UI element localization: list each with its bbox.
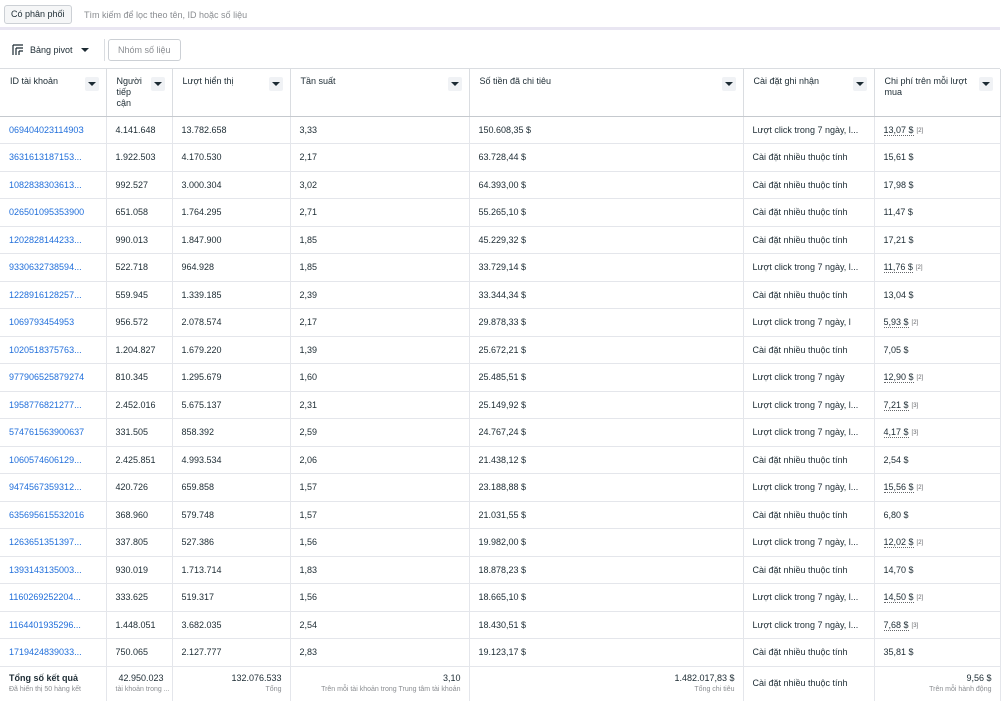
frequency-cell: 2,83 <box>290 639 469 667</box>
spend-cell: 64.393,00 $ <box>469 171 743 199</box>
spend-cell: 55.265,10 $ <box>469 199 743 227</box>
toolbar-divider <box>104 39 105 61</box>
account-id-link[interactable]: 635695615532016 <box>0 501 106 529</box>
reach-cell: 368.960 <box>106 501 172 529</box>
cost-per-purchase-cell[interactable] <box>874 529 1000 557</box>
spend-cell: 24.767,24 $ <box>469 419 743 447</box>
table-row[interactable] <box>0 556 1000 584</box>
data-table <box>0 69 1001 701</box>
cost-per-purchase-value: 17,98 $ <box>883 179 914 190</box>
cost-per-purchase-cell <box>874 199 1000 227</box>
impressions-cell: 3.000.304 <box>172 171 290 199</box>
reach-cell: 810.345 <box>106 364 172 392</box>
attribution-cell: Lượt click trong 7 ngày, l... <box>743 419 874 447</box>
cost-per-purchase-value: 2,54 $ <box>883 454 909 465</box>
frequency-cell: 1,56 <box>290 529 469 557</box>
reach-cell: 420.726 <box>106 474 172 502</box>
group-metrics-button[interactable]: Nhóm số liệu <box>108 39 181 61</box>
cost-per-purchase-value: 11,76 $ <box>883 262 913 273</box>
cost-per-purchase-cell <box>874 556 1000 584</box>
spend-cell: 63.728,44 $ <box>469 144 743 172</box>
totals-attribution-cell: Cài đặt nhiều thuộc tính <box>743 666 874 701</box>
cost-per-purchase-value: 35,81 $ <box>883 647 914 658</box>
impressions-cell: 1.679.220 <box>172 336 290 364</box>
pivot-table-button[interactable] <box>6 39 102 61</box>
impressions-cell: 1.847.900 <box>172 226 290 254</box>
attribution-cell: Lượt click trong 7 ngày, l... <box>743 611 874 639</box>
cost-per-purchase-value: 12,02 $ <box>883 537 914 548</box>
delivery-filter-chip[interactable]: Có phân phối <box>4 5 72 24</box>
footnote-marker: [2] <box>916 540 924 547</box>
totals-impressions-cell: 132.076.533 Tổng <box>172 666 290 701</box>
frequency-cell: 3,02 <box>290 171 469 199</box>
spend-cell: 18.878,23 $ <box>469 556 743 584</box>
account-id-link[interactable]: 1082838303613... <box>0 171 106 199</box>
frequency-cell: 1,85 <box>290 226 469 254</box>
attribution-cell: Cài đặt nhiều thuộc tính <box>743 171 874 199</box>
account-id-link[interactable]: 977906525879274 <box>0 364 106 392</box>
account-id-link[interactable]: 06940402311490З <box>0 116 106 144</box>
account-id-link[interactable]: 1069793454953 <box>0 309 106 337</box>
spend-cell: 45.229,32 $ <box>469 226 743 254</box>
reach-cell: 559.945 <box>106 281 172 309</box>
impressions-cell: 1.764.295 <box>172 199 290 227</box>
attribution-cell: Cài đặt nhiều thuộc tính <box>743 144 874 172</box>
table-row[interactable] <box>0 419 1000 447</box>
frequency-cell: 2,39 <box>290 281 469 309</box>
attribution-cell: Cài đặt nhiều thuộc tính <box>743 336 874 364</box>
impressions-cell: 4.993.534 <box>172 446 290 474</box>
impressions-cell: 3.682.035 <box>172 611 290 639</box>
chevron-down-icon <box>81 48 89 52</box>
reach-cell: 930.019 <box>106 556 172 584</box>
account-id-link[interactable]: 1263651351397... <box>0 529 106 557</box>
spend-cell: 33.729,14 $ <box>469 254 743 282</box>
footnote-marker: [2] <box>916 127 924 134</box>
pivot-label: Bảng pivot <box>30 45 73 55</box>
attribution-cell: Lượt click trong 7 ngày, l... <box>743 391 874 419</box>
table-row[interactable] <box>0 446 1000 474</box>
column-header-frequency[interactable]: Tần suất <box>290 69 469 116</box>
cost-per-purchase-value: 4,17 $ <box>883 427 909 438</box>
table-row[interactable] <box>0 584 1000 612</box>
reach-cell: 1.922.503 <box>106 144 172 172</box>
cost-per-purchase-value: 14,70 $ <box>883 564 914 575</box>
footnote-marker: [3] <box>911 430 919 437</box>
impressions-cell: 519.317 <box>172 584 290 612</box>
reach-cell: 2.452.016 <box>106 391 172 419</box>
frequency-cell: 2,59 <box>290 419 469 447</box>
footnote-marker: [2] <box>911 320 919 327</box>
reach-cell: 337.805 <box>106 529 172 557</box>
frequency-cell: 1,60 <box>290 364 469 392</box>
column-header-attribution[interactable]: Cài đặt ghi nhận <box>743 69 874 116</box>
table-body <box>0 116 1000 666</box>
reach-cell: 956.572 <box>106 309 172 337</box>
impressions-cell: 2.127.777 <box>172 639 290 667</box>
sort-chevron-icon[interactable] <box>85 77 99 91</box>
search-input[interactable] <box>84 6 384 23</box>
sort-chevron-icon[interactable] <box>269 77 283 91</box>
table-row[interactable] <box>0 501 1000 529</box>
pivot-icon <box>12 44 24 56</box>
reach-cell: 4.141.648 <box>106 116 172 144</box>
reach-cell: 1.204.827 <box>106 336 172 364</box>
frequency-cell: 2,54 <box>290 611 469 639</box>
cost-per-purchase-cell <box>874 446 1000 474</box>
footnote-marker: [2] <box>916 595 924 602</box>
footnote-marker: [2] <box>916 485 924 492</box>
totals-reach-cell: 42.950.023 tài khoản trong ... <box>106 666 172 701</box>
frequency-cell: 2,17 <box>290 144 469 172</box>
attribution-cell: Lượt click trong 7 ngày, l... <box>743 584 874 612</box>
attribution-cell: Lượt click trong 7 ngày, l <box>743 309 874 337</box>
attribution-cell: Cài đặt nhiều thuộc tính <box>743 556 874 584</box>
cost-per-purchase-value: 14,50 $ <box>883 592 914 603</box>
cost-per-purchase-cell[interactable] <box>874 391 1000 419</box>
impressions-cell: 13.782.658 <box>172 116 290 144</box>
attribution-cell: Cài đặt nhiều thuộc tính <box>743 639 874 667</box>
cost-per-purchase-cell <box>874 501 1000 529</box>
account-id-link[interactable]: 1958776821277... <box>0 391 106 419</box>
cost-per-purchase-cell[interactable] <box>874 254 1000 282</box>
impressions-cell: 527.386 <box>172 529 290 557</box>
table-row[interactable] <box>0 474 1000 502</box>
impressions-cell: 4.170.530 <box>172 144 290 172</box>
attribution-cell: Cài đặt nhiều thuộc tính <box>743 226 874 254</box>
table-row[interactable] <box>0 171 1000 199</box>
table-row[interactable] <box>0 391 1000 419</box>
table-row[interactable] <box>0 116 1000 144</box>
filter-bar <box>0 0 1000 30</box>
spend-cell: 150.608,35 $ <box>469 116 743 144</box>
table-row[interactable] <box>0 281 1000 309</box>
account-id-link[interactable]: 026501095353900 <box>0 199 106 227</box>
impressions-cell: 579.748 <box>172 501 290 529</box>
cost-per-purchase-value: 6,80 $ <box>883 509 909 520</box>
table-row[interactable] <box>0 364 1000 392</box>
frequency-cell: 1,57 <box>290 474 469 502</box>
attribution-cell: Lượt click trong 7 ngày, l... <box>743 529 874 557</box>
impressions-cell: 964.928 <box>172 254 290 282</box>
frequency-cell: 2,06 <box>290 446 469 474</box>
reach-cell: 990.013 <box>106 226 172 254</box>
cost-per-purchase-cell <box>874 144 1000 172</box>
reach-cell: 2.425.851 <box>106 446 172 474</box>
impressions-cell: 5.675.137 <box>172 391 290 419</box>
attribution-cell: Cài đặt nhiều thuộc tính <box>743 199 874 227</box>
table-row[interactable] <box>0 529 1000 557</box>
reach-cell: 522.718 <box>106 254 172 282</box>
spend-cell: 19.982,00 $ <box>469 529 743 557</box>
table-row[interactable] <box>0 254 1000 282</box>
cost-per-purchase-value: 7,68 $ <box>883 619 909 630</box>
cost-per-purchase-cell[interactable] <box>874 611 1000 639</box>
spend-cell: 18.665,10 $ <box>469 584 743 612</box>
table-row[interactable] <box>0 226 1000 254</box>
frequency-cell: 1,56 <box>290 584 469 612</box>
footnote-marker: [3] <box>911 622 919 629</box>
account-id-link[interactable]: 1020518375763... <box>0 336 106 364</box>
sort-chevron-icon[interactable] <box>151 77 165 91</box>
frequency-cell: 1,83 <box>290 556 469 584</box>
cost-per-purchase-cell <box>874 226 1000 254</box>
attribution-cell: Lượt click trong 7 ngày, l... <box>743 474 874 502</box>
account-id-link[interactable]: 1164401935296... <box>0 611 106 639</box>
account-id-link[interactable]: 9474567359312... <box>0 474 106 502</box>
attribution-cell: Lượt click trong 7 ngày, l... <box>743 254 874 282</box>
cost-per-purchase-cell[interactable] <box>874 364 1000 392</box>
spend-cell: 29.878,33 $ <box>469 309 743 337</box>
spend-cell: 33.344,34 $ <box>469 281 743 309</box>
spend-cell: 23.188,88 $ <box>469 474 743 502</box>
cost-per-purchase-cell[interactable] <box>874 309 1000 337</box>
account-id-link[interactable]: 574761563900637 <box>0 419 106 447</box>
sort-chevron-icon[interactable] <box>448 77 462 91</box>
cost-per-purchase-value: 13,07 $ <box>883 124 914 135</box>
cost-per-purchase-value: 5,93 $ <box>883 317 909 328</box>
frequency-cell: 1,57 <box>290 501 469 529</box>
reach-cell: 651.058 <box>106 199 172 227</box>
table-row[interactable] <box>0 336 1000 364</box>
toolbar <box>0 33 1000 69</box>
impressions-cell: 2.078.574 <box>172 309 290 337</box>
cost-per-purchase-value: 12,90 $ <box>883 372 914 383</box>
column-header-impressions[interactable]: Lượt hiển thị <box>172 69 290 116</box>
cost-per-purchase-value: 7,05 $ <box>883 344 909 355</box>
cost-per-purchase-value: 13,04 $ <box>883 289 914 300</box>
table-row[interactable] <box>0 611 1000 639</box>
table-row[interactable] <box>0 199 1000 227</box>
cost-per-purchase-cell <box>874 281 1000 309</box>
attribution-cell: Cài đặt nhiều thuộc tính <box>743 501 874 529</box>
impressions-cell: 858.392 <box>172 419 290 447</box>
spend-cell: 18.430,51 $ <box>469 611 743 639</box>
cost-per-purchase-cell[interactable] <box>874 474 1000 502</box>
account-id-link[interactable]: 1060574606129... <box>0 446 106 474</box>
reach-cell: 1.448.051 <box>106 611 172 639</box>
account-id-link[interactable]: 3631613187153... <box>0 144 106 172</box>
frequency-cell: 1,85 <box>290 254 469 282</box>
column-header-account-id[interactable]: ID tài khoản <box>0 69 106 116</box>
impressions-cell: 1.339.185 <box>172 281 290 309</box>
account-id-link[interactable]: 1160269252204... <box>0 584 106 612</box>
totals-frequency-cell: 3,10 Trên mỗi tài khoản trong Trung tâm tài khoản <box>290 666 469 701</box>
column-header-amount-spent[interactable]: Số tiền đã chi tiêu <box>469 69 743 116</box>
frequency-cell: 2,31 <box>290 391 469 419</box>
spend-cell: 21.031,55 $ <box>469 501 743 529</box>
account-id-link[interactable]: 1719424839033... <box>0 639 106 667</box>
footnote-marker: [3] <box>911 402 919 409</box>
column-header-cost-per-purchase[interactable]: Chi phí trên mỗi lượt mua <box>874 69 1000 116</box>
attribution-cell: Cài đặt nhiều thuộc tính <box>743 446 874 474</box>
sort-chevron-icon[interactable] <box>853 77 867 91</box>
spend-cell: 25.149,92 $ <box>469 391 743 419</box>
header-row <box>0 69 1000 116</box>
frequency-cell: 2,71 <box>290 199 469 227</box>
cost-per-purchase-value: 15,56 $ <box>883 482 914 493</box>
cost-per-purchase-cell <box>874 336 1000 364</box>
attribution-cell: Lượt click trong 7 ngày, l... <box>743 116 874 144</box>
cost-per-purchase-cell[interactable] <box>874 419 1000 447</box>
cost-per-purchase-cell <box>874 171 1000 199</box>
spend-cell: 19.123,17 $ <box>469 639 743 667</box>
reach-cell: 333.625 <box>106 584 172 612</box>
cost-per-purchase-value: 11,47 $ <box>883 207 913 218</box>
account-id-link[interactable]: 9330632738594... <box>0 254 106 282</box>
reach-cell: 750.065 <box>106 639 172 667</box>
totals-label-cell: Tổng số kết quả Đã hiển thị 50 hàng kết <box>0 666 106 701</box>
account-id-link[interactable]: 1393143135003... <box>0 556 106 584</box>
footnote-marker: [2] <box>915 265 923 272</box>
impressions-cell: 659.858 <box>172 474 290 502</box>
account-id-link[interactable]: 1202828144233... <box>0 226 106 254</box>
column-header-reach[interactable]: Người tiếp cận <box>106 69 172 116</box>
table-row[interactable] <box>0 144 1000 172</box>
frequency-cell: 1,39 <box>290 336 469 364</box>
table-row[interactable] <box>0 639 1000 667</box>
spend-cell: 25.485,51 $ <box>469 364 743 392</box>
footnote-marker: [2] <box>916 375 924 382</box>
totals-cpp-cell: 9,56 $ Trên mỗi hành động <box>874 666 1000 701</box>
spend-cell: 25.672,21 $ <box>469 336 743 364</box>
cost-per-purchase-cell <box>874 639 1000 667</box>
sort-chevron-icon[interactable] <box>722 77 736 91</box>
cost-per-purchase-cell[interactable] <box>874 584 1000 612</box>
frequency-cell: 2,17 <box>290 309 469 337</box>
cost-per-purchase-cell[interactable] <box>874 116 1000 144</box>
impressions-cell: 1.295.679 <box>172 364 290 392</box>
totals-row <box>0 666 1000 701</box>
frequency-cell: 3,33 <box>290 116 469 144</box>
sort-chevron-icon[interactable] <box>979 77 993 91</box>
spend-cell: 21.438,12 $ <box>469 446 743 474</box>
totals-spend-cell: 1.482.017,83 $ Tổng chi tiêu <box>469 666 743 701</box>
account-id-link[interactable]: 1228916128257... <box>0 281 106 309</box>
attribution-cell: Cài đặt nhiều thuộc tính <box>743 281 874 309</box>
reach-cell: 992.527 <box>106 171 172 199</box>
attribution-cell: Lượt click trong 7 ngày <box>743 364 874 392</box>
cost-per-purchase-value: 17,21 $ <box>883 234 914 245</box>
cost-per-purchase-value: 7,21 $ <box>883 399 909 410</box>
cost-per-purchase-value: 15,61 $ <box>883 152 914 163</box>
impressions-cell: 1.713.714 <box>172 556 290 584</box>
reach-cell: 331.505 <box>106 419 172 447</box>
table-row[interactable] <box>0 309 1000 337</box>
